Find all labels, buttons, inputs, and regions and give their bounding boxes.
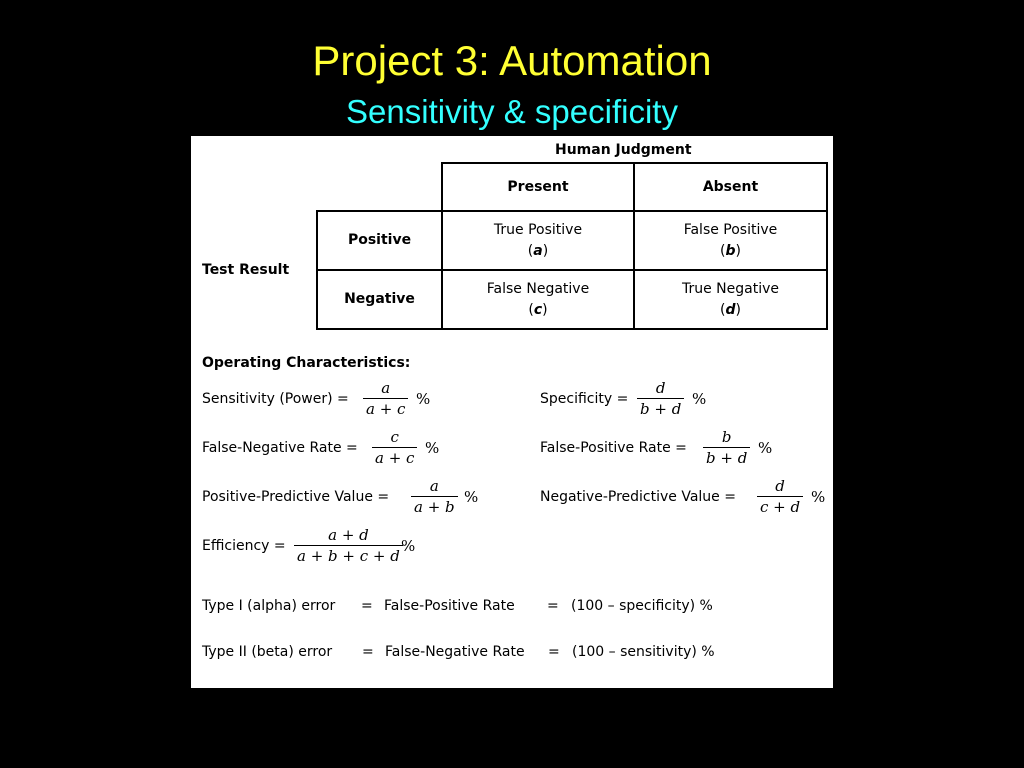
efficiency-fraction — [294, 526, 403, 565]
column-header-present — [441, 162, 635, 212]
column-header-label: Present — [507, 178, 569, 195]
positive-predictive-value-fraction — [411, 477, 458, 516]
row-header-positive — [316, 210, 443, 271]
type-one-error-formula: (100 – specificity) % — [571, 598, 713, 614]
fraction-bar — [757, 496, 803, 497]
sensitivity-fraction — [363, 379, 408, 418]
cell-symbol: (b) — [720, 242, 741, 259]
percent-sign: % — [416, 390, 431, 408]
numerator: d — [775, 477, 785, 495]
fraction-bar — [294, 545, 403, 546]
operating-characteristics-heading: Operating Characteristics: — [202, 355, 411, 371]
false-positive-rate-label: False-Positive Rate = — [540, 440, 687, 456]
numerator: a — [381, 379, 391, 397]
positive-predictive-value-label: Positive-Predictive Value = — [202, 489, 390, 505]
cell-symbol: (d) — [720, 301, 741, 318]
fraction-bar — [703, 447, 750, 448]
numerator: c — [390, 428, 399, 446]
cell-false-positive — [633, 210, 828, 271]
cell-name: False Negative — [486, 280, 590, 297]
cell-true-positive — [441, 210, 635, 271]
denominator: b + d — [640, 400, 682, 418]
percent-sign: % — [401, 537, 416, 555]
cell-name: False Positive — [683, 221, 778, 238]
type-one-error-type: Type I (alpha) error — [202, 598, 336, 614]
slide-title: Project 3: Automation — [312, 37, 712, 84]
fraction-bar — [363, 398, 408, 399]
row-header-label: Positive — [347, 232, 412, 248]
column-header-absent — [633, 162, 828, 212]
efficiency-label: Efficiency = — [202, 538, 286, 554]
denominator: b + d — [706, 449, 748, 467]
false-positive-rate-fraction — [703, 428, 750, 467]
type-two-error-equals: = — [362, 644, 374, 660]
type-one-error-equals: = — [361, 598, 373, 614]
denominator: a + c — [366, 400, 406, 418]
sensitivity-label: Sensitivity (Power) = — [202, 391, 349, 407]
column-group-header: Human Judgment — [555, 142, 692, 158]
cell-true-negative — [633, 269, 828, 330]
specificity-label: Specificity = — [540, 391, 629, 407]
row-group-header: Test Result — [202, 262, 290, 278]
negative-predictive-value-fraction — [757, 477, 803, 516]
fraction-bar — [637, 398, 684, 399]
type-two-error-formula: (100 – sensitivity) % — [572, 644, 715, 660]
percent-sign: % — [425, 439, 440, 457]
denominator: c + d — [760, 498, 801, 516]
denominator: a + c — [375, 449, 415, 467]
false-negative-rate-label: False-Negative Rate = — [202, 440, 358, 456]
cell-symbol: (c) — [528, 301, 548, 318]
numerator: b — [721, 428, 732, 446]
percent-sign: % — [692, 390, 707, 408]
type-one-error-rate: False-Positive Rate — [384, 598, 515, 614]
percent-sign: % — [811, 488, 826, 506]
denominator: a + b — [414, 498, 455, 516]
slide-subtitle: Sensitivity & specificity — [346, 93, 678, 130]
specificity-fraction — [637, 379, 684, 418]
numerator: a + d — [328, 526, 369, 544]
cell-symbol: (a) — [527, 242, 549, 259]
content-panel — [191, 136, 833, 688]
row-header-label: Negative — [344, 291, 415, 307]
negative-predictive-value-label: Negative-Predictive Value = — [540, 489, 736, 505]
numerator: a — [429, 477, 439, 495]
denominator: a + b + c + d — [297, 547, 400, 565]
percent-sign: % — [464, 488, 479, 506]
column-header-label: Absent — [702, 178, 759, 195]
percent-sign: % — [758, 439, 773, 457]
fraction-bar — [411, 496, 458, 497]
cell-name: True Positive — [493, 221, 583, 238]
type-two-error-equals-2: = — [548, 644, 560, 660]
type-one-error-equals-2: = — [547, 598, 559, 614]
cell-false-negative — [441, 269, 635, 330]
false-negative-rate-fraction — [372, 428, 417, 467]
cell-name: True Negative — [681, 280, 779, 297]
type-two-error-type: Type II (beta) error — [202, 644, 333, 660]
type-two-error-rate: False-Negative Rate — [385, 644, 525, 660]
row-header-negative — [316, 269, 443, 330]
numerator: d — [655, 379, 666, 397]
fraction-bar — [372, 447, 417, 448]
